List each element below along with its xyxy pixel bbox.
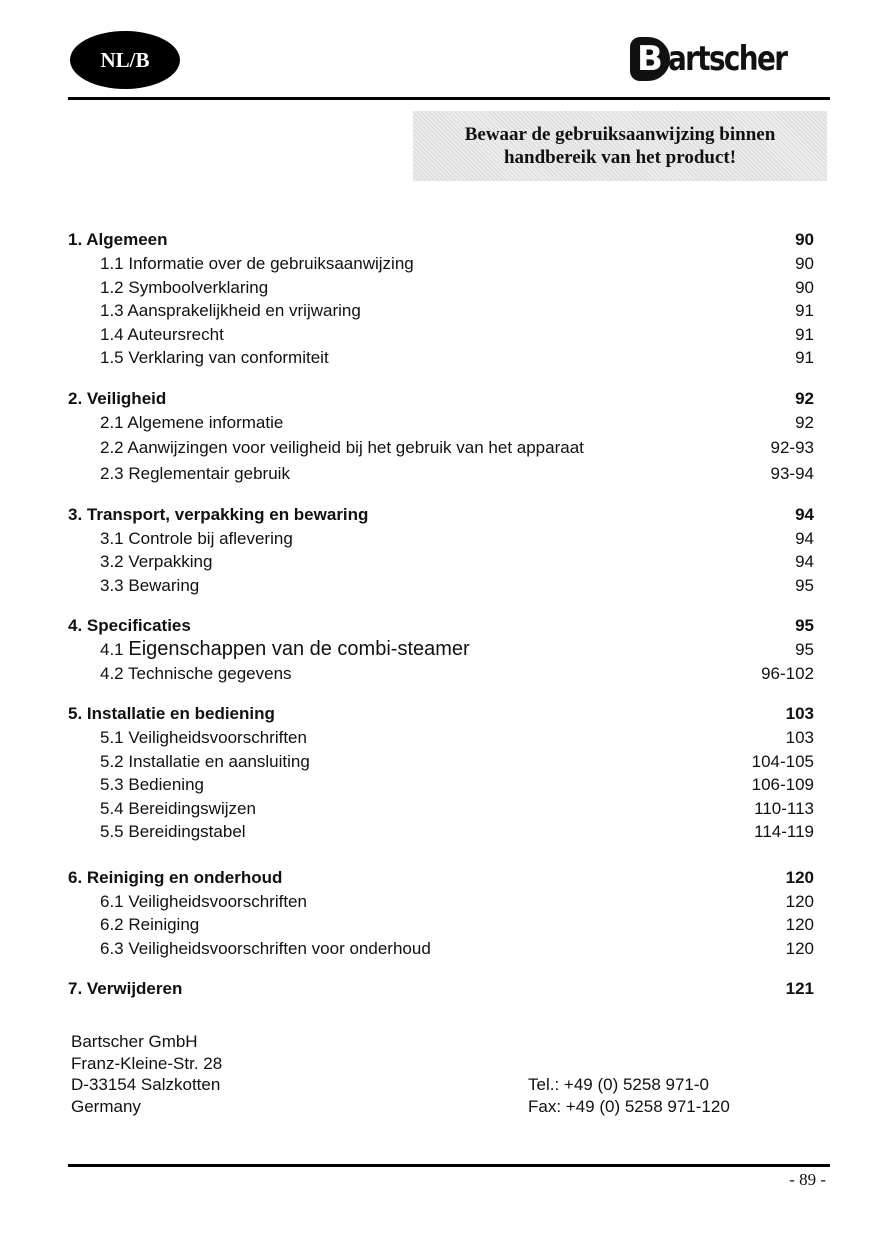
toc-entry-page: 95 [795,640,814,659]
toc-entry [68,662,814,686]
company-name: Bartscher GmbH [71,1032,198,1051]
toc-section-page: 121 [785,979,814,998]
toc-entry-page: 114-119 [754,822,814,841]
toc-entry-title: 2.2 Aanwijzingen voor veiligheid bij het gebruik van het apparaat [100,438,584,457]
toc-entry-title: 5.5 Bereidingstabel [100,822,246,841]
toc-entry-page: 120 [785,915,814,934]
toc-section [68,977,814,1001]
toc-entry-page: 96-102 [761,663,814,683]
toc-section-heading [68,866,814,890]
toc-section-title: 2. Veiligheid [68,388,167,408]
storage-notice [413,111,827,181]
toc-entry [68,527,814,551]
company-phone: Tel.: +49 (0) 5258 971-0 [528,1075,709,1094]
toc-section-title: 7. Verwijderen [68,979,183,998]
toc-entry-title: 3.1 Controle bij aflevering [100,528,293,548]
toc-entry [68,550,814,574]
toc-entry-title: 4.2 Technische gegevens [100,663,292,683]
toc-entry-number: 4.1 [100,640,124,659]
notice-line-1: Bewaar de gebruiksaanwijzing binnen [464,124,776,145]
toc-entry [68,346,814,370]
company-fax: Fax: +49 (0) 5258 971-120 [528,1096,730,1116]
toc-section-heading [68,977,814,1001]
toc-section-title: 6. Reiniging en onderhoud [68,867,283,887]
toc-section [68,387,814,486]
toc-section-heading [68,387,814,411]
toc-entry [68,574,814,598]
toc-entry-title: 5.2 Installatie en aansluiting [100,751,310,771]
toc-entry-title [100,638,470,662]
toc-section [68,866,814,961]
language-badge-label: NL/B [100,47,150,72]
toc-section-page: 103 [785,704,814,723]
toc-entry-title: 6.2 Reiniging [100,915,200,934]
toc-entry-page: 103 [785,728,814,747]
toc-entry-page: 93-94 [770,464,814,483]
toc-section-page: 95 [795,616,814,635]
toc-entry-title: 1.3 Aansprakelijkheid en vrijwaring [100,301,361,320]
toc-entry-title: 1.1 Informatie over de gebruiksaanwijzing [100,254,414,273]
toc-entry-title: 5.3 Bediening [100,775,204,794]
toc-entry-title: 5.1 Veiligheidsvoorschriften [100,728,307,747]
toc-entry [68,252,814,276]
toc-section-page: 92 [795,388,814,408]
toc-entry-page: 110-113 [754,798,814,818]
company-country: Germany [71,1096,141,1116]
toc-entry [68,726,814,750]
toc-entry [68,638,814,662]
toc-section [68,503,814,598]
toc-section-title: 4. Specificaties [68,616,191,635]
company-city: D-33154 Salzkotten [71,1075,221,1094]
toc-entry [68,890,814,914]
toc-entry-page: 104-105 [751,751,814,771]
toc-entry-page: 120 [785,938,814,958]
toc-section-page: 90 [795,230,814,249]
language-badge [70,31,180,89]
header-rule [68,97,830,100]
toc-section-title: 5. Installatie en bediening [68,704,275,723]
toc-entry [68,773,814,797]
toc-entry-page: 95 [795,575,814,595]
toc-section-page: 94 [795,504,814,524]
logo-b-mark: B [630,37,670,81]
toc-section-title: 1. Algemeen [68,230,168,249]
toc-entry-title: 2.3 Reglementair gebruik [100,464,290,483]
toc-entry [68,462,814,486]
company-street: Franz-Kleine-Str. 28 [71,1053,223,1073]
toc-entry-title: 6.3 Veiligheidsvoorschriften voor onderhoud [100,938,431,958]
toc-entry-page: 94 [795,552,814,571]
toc-entry [68,276,814,300]
toc-entry [68,299,814,323]
toc-entry-page: 91 [795,324,814,344]
toc-entry-title: 1.2 Symboolverklaring [100,277,269,297]
toc-section [68,614,814,685]
toc-entry [68,323,814,347]
toc-entry-page: 90 [795,254,814,273]
toc-entry-page: 91 [795,348,814,367]
toc-entry-title: 5.4 Bereidingswijzen [100,798,256,818]
toc-entry [68,750,814,774]
toc-entry-page: 91 [795,301,814,320]
page-number: - 89 - [789,1170,826,1189]
toc-entry-title: 1.4 Auteursrecht [100,324,224,344]
logo-text: artscher [668,39,787,79]
toc-entry-title: 6.1 Veiligheidsvoorschriften [100,891,307,911]
toc-section-heading [68,228,814,252]
toc-section-heading [68,503,814,527]
company-contact [528,1074,730,1117]
toc-entry-page: 106-109 [751,775,814,794]
toc-section-heading [68,614,814,638]
toc-entry-page: 120 [785,891,814,911]
toc-entry [68,411,814,435]
toc-entry-page: 90 [795,277,814,297]
toc-section-title: 3. Transport, verpakking en bewaring [68,504,369,524]
toc-entry-page: 92 [795,412,814,432]
toc-entry [68,913,814,937]
toc-entry [68,434,814,462]
toc-section-page: 120 [785,867,814,887]
toc-section [68,228,814,370]
toc-entry [68,937,814,961]
table-of-contents [68,228,814,1018]
toc-entry-title: 2.1 Algemene informatie [100,412,284,432]
toc-entry-title: 3.2 Verpakking [100,552,213,571]
footer-rule [68,1164,830,1167]
toc-entry-title: 1.5 Verklaring van conformiteit [100,348,329,367]
toc-entry-page: 94 [795,528,814,548]
toc-entry-title-text: Eigenschappen van de combi-steamer [128,638,470,660]
toc-entry [68,820,814,844]
company-address [71,1031,222,1117]
toc-entry-page: 92-93 [770,438,814,457]
toc-section [68,702,814,844]
bartscher-logo [630,34,812,84]
toc-entry-title: 3.3 Bewaring [100,575,200,595]
notice-line-2: handbereik van het product! [503,147,737,168]
toc-section-heading [68,702,814,726]
toc-entry [68,797,814,821]
